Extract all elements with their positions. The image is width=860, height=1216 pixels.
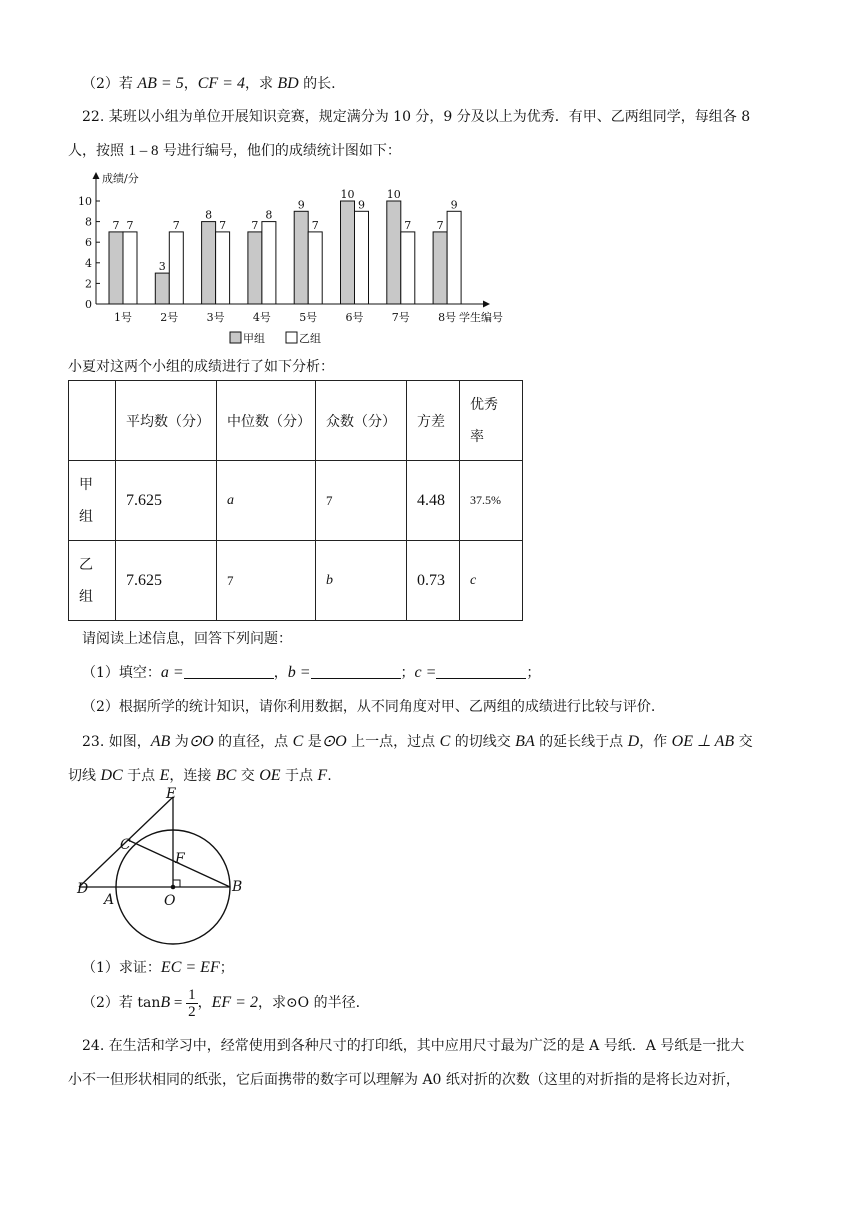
- text: （1）填空：: [82, 665, 161, 681]
- data-label: 10: [386, 188, 401, 201]
- blank-label-a: a =: [160, 664, 184, 681]
- text: ，: [197, 995, 212, 1011]
- label-e: E: [166, 786, 177, 802]
- legend-label: 甲组: [243, 332, 265, 345]
- text: 于点: [280, 768, 318, 784]
- table-header-row: [69, 381, 523, 461]
- text: （1）求证：: [82, 960, 161, 976]
- data-label: 7: [172, 218, 180, 232]
- text: 的切线交: [450, 734, 516, 750]
- score-bar-chart: [78, 166, 528, 350]
- blank-label-c: c =: [414, 664, 437, 681]
- cell-mode: 7: [316, 461, 407, 541]
- blank-label-b: b =: [287, 664, 311, 681]
- data-label: 9: [297, 198, 305, 212]
- label-c: C: [120, 837, 131, 853]
- analysis-intro: 小夏对这两个小组的成绩进行了如下分析：: [68, 359, 334, 375]
- text: ；: [400, 665, 415, 681]
- data-label: 3: [158, 260, 166, 274]
- x-axis-arrow: [483, 301, 490, 308]
- q23-part2: [82, 986, 360, 1020]
- bar: [355, 211, 369, 304]
- bar: [387, 201, 401, 304]
- y-tick-label: 0: [85, 298, 92, 311]
- data-label: 9: [358, 198, 365, 212]
- text: 交: [734, 734, 753, 750]
- group-cell: [69, 461, 116, 541]
- x-tick-label: 7号: [391, 311, 410, 324]
- frac-numerator: 1: [188, 986, 196, 1003]
- math-term: BC: [215, 767, 237, 784]
- bar: [169, 232, 183, 304]
- math-cf: CF = 4: [197, 75, 245, 92]
- q22-part2: （2）根据所学的统计知识，请你利用数据，从不同角度对甲、乙两组的成绩进行比较与评价.: [82, 699, 656, 715]
- q24-line1: 24. 在生活和学习中，经常使用到各种尺寸的打印纸，其中应用尺寸最为广泛的是 A 号纸．A 号纸是一批大: [82, 1038, 745, 1054]
- data-label: 7: [112, 218, 120, 232]
- cell-variance: 0.73: [407, 541, 460, 621]
- group-label: 乙: [79, 556, 93, 573]
- answer-blank-a[interactable]: [184, 664, 274, 679]
- y-tick-label: 10: [78, 195, 92, 208]
- math-term: C: [439, 733, 451, 750]
- y-tick-label: 4: [85, 256, 92, 270]
- cell-variance: 4.48: [407, 461, 460, 541]
- math-term: C: [292, 733, 304, 750]
- legend-swatch: [286, 332, 297, 343]
- bar: [447, 211, 461, 304]
- text: ，作: [639, 734, 672, 750]
- legend-swatch: [230, 332, 241, 343]
- cell-mode: b: [316, 541, 407, 621]
- group-cell: [69, 541, 116, 621]
- circle-tangent-figure: [70, 785, 260, 950]
- cell-excellent: c: [460, 541, 523, 621]
- math-term: D: [627, 733, 640, 750]
- math-term: AB: [150, 733, 171, 750]
- bar: [341, 201, 355, 304]
- math-ef: EF = 2: [211, 994, 258, 1011]
- math-term: E: [159, 767, 170, 784]
- label-o: O: [164, 893, 176, 909]
- text: 的延长线于点: [534, 734, 628, 750]
- text: 是: [303, 734, 322, 750]
- bar: [123, 232, 137, 304]
- text: 号进行编号，他们的成绩统计图如下：: [158, 143, 401, 159]
- x-tick-label: 8号: [438, 311, 457, 324]
- th-variance: 方差: [407, 381, 460, 461]
- table-row: [69, 541, 523, 621]
- q23-part1: [82, 958, 234, 978]
- q21-part2: [82, 74, 336, 94]
- bar: [294, 211, 308, 304]
- label-d: D: [77, 881, 89, 897]
- y-axis-arrow: [93, 172, 100, 179]
- math-bd: BD: [277, 75, 299, 92]
- math-term: BA: [515, 733, 535, 750]
- math-ab: AB = 5: [137, 75, 184, 92]
- text: （2）若 tan: [82, 995, 161, 1011]
- cell-median: a: [217, 461, 316, 541]
- text: （2）若: [82, 76, 138, 92]
- data-label: 9: [450, 198, 458, 212]
- group-label: 组: [79, 588, 93, 605]
- q22-line2: [68, 141, 401, 161]
- text: ；: [219, 960, 234, 976]
- bar: [433, 232, 447, 304]
- cell-excellent: 37.5%: [460, 461, 523, 541]
- th-excellent-line1: 优秀: [470, 396, 498, 413]
- th-mode: 众数（分）: [316, 381, 407, 461]
- text: .: [327, 768, 332, 784]
- data-label: 10: [340, 188, 355, 201]
- y-tick-label: 6: [85, 236, 92, 250]
- text: ，: [183, 76, 198, 92]
- bar: [248, 232, 262, 304]
- cell-mean: 7.625: [116, 461, 217, 541]
- y-axis-label: 成绩/分: [102, 172, 139, 185]
- math-range: 1 – 8: [128, 143, 159, 159]
- text: 23. 如图，: [82, 734, 151, 750]
- text: ，连接: [169, 768, 216, 784]
- data-label: 8: [265, 208, 273, 222]
- table-corner: [69, 381, 116, 461]
- y-tick-label: 8: [85, 215, 92, 229]
- cell-mean: 7.625: [116, 541, 217, 621]
- data-label: 7: [311, 218, 319, 232]
- read-prompt: 请阅读上述信息，回答下列问题：: [82, 631, 292, 647]
- q22-part1: [82, 663, 540, 683]
- frac-denominator: 2: [188, 1003, 196, 1020]
- label-f: F: [175, 851, 185, 867]
- q22-line1: 22. 某班以小组为单位开展知识竞赛，规定满分为 10 分，9 分及以上为优秀．有甲、乙两组同学，每组各 8: [82, 109, 751, 125]
- math-term: ⊙O: [188, 733, 214, 750]
- stats-table: [68, 380, 523, 621]
- math-ec-ef: EC = EF: [160, 959, 220, 976]
- bar: [308, 232, 322, 304]
- bar: [202, 222, 216, 304]
- th-mean: 平均数（分）: [116, 381, 217, 461]
- x-tick-label: 4号: [252, 311, 271, 324]
- data-label: 7: [219, 218, 227, 232]
- math-b: B: [160, 994, 171, 1011]
- fraction-one-half: [186, 987, 198, 1020]
- math-term: OE: [259, 767, 281, 784]
- text: ，求: [244, 76, 278, 92]
- cell-median: 7: [217, 541, 316, 621]
- group-label: 组: [79, 508, 93, 525]
- math-term: F: [317, 767, 328, 784]
- text: 上一点，过点: [346, 734, 440, 750]
- text: ，求⊙O 的半径.: [257, 995, 361, 1011]
- bar: [401, 232, 415, 304]
- th-excellent: [460, 381, 523, 461]
- y-tick-label: 2: [85, 277, 92, 291]
- q24-line2: 小不一但形状相同的纸张，它后面携带的数字可以理解为 A0 纸对折的次数（这里的对折指的是将长边对折，: [68, 1072, 740, 1088]
- table-row: [69, 461, 523, 541]
- x-tick-label: 6号: [345, 311, 364, 324]
- text: 的直径，点: [213, 734, 293, 750]
- data-label: 7: [126, 218, 134, 232]
- text: 交: [236, 768, 260, 784]
- math-eq: =: [170, 995, 187, 1011]
- text: 于点: [122, 768, 160, 784]
- answer-blank-b[interactable]: [311, 664, 401, 679]
- text: 切线: [68, 768, 101, 784]
- math-term: OE ⊥ AB: [671, 733, 735, 750]
- th-excellent-line2: 率: [470, 428, 484, 445]
- answer-blank-c[interactable]: [436, 664, 526, 679]
- data-label: 7: [251, 218, 259, 232]
- q23-line1: [82, 732, 753, 752]
- text: ，: [273, 665, 288, 681]
- bar: [155, 273, 169, 304]
- text: 人，按照: [68, 143, 129, 159]
- x-axis-label: 学生编号: [459, 311, 503, 324]
- q23-line2: [68, 766, 332, 786]
- legend-label: 乙组: [299, 332, 321, 345]
- text: 的长.: [298, 76, 336, 92]
- text: 为: [170, 734, 189, 750]
- label-b: B: [232, 879, 243, 895]
- bar: [109, 232, 123, 304]
- x-tick-label: 5号: [299, 311, 318, 324]
- label-a: A: [104, 892, 115, 908]
- x-tick-label: 3号: [206, 311, 225, 324]
- center-point: [171, 885, 176, 890]
- data-label: 7: [404, 218, 412, 232]
- bar: [216, 232, 230, 304]
- bar: [262, 222, 276, 304]
- th-median: 中位数（分）: [217, 381, 316, 461]
- data-label: 7: [436, 218, 444, 232]
- math-term: DC: [100, 767, 123, 784]
- data-label: 8: [205, 208, 213, 222]
- math-term: ⊙O: [321, 733, 347, 750]
- text: ；: [526, 665, 541, 681]
- x-tick-label: 1号: [114, 311, 132, 324]
- x-tick-label: 2号: [160, 311, 179, 324]
- group-label: 甲: [79, 476, 93, 493]
